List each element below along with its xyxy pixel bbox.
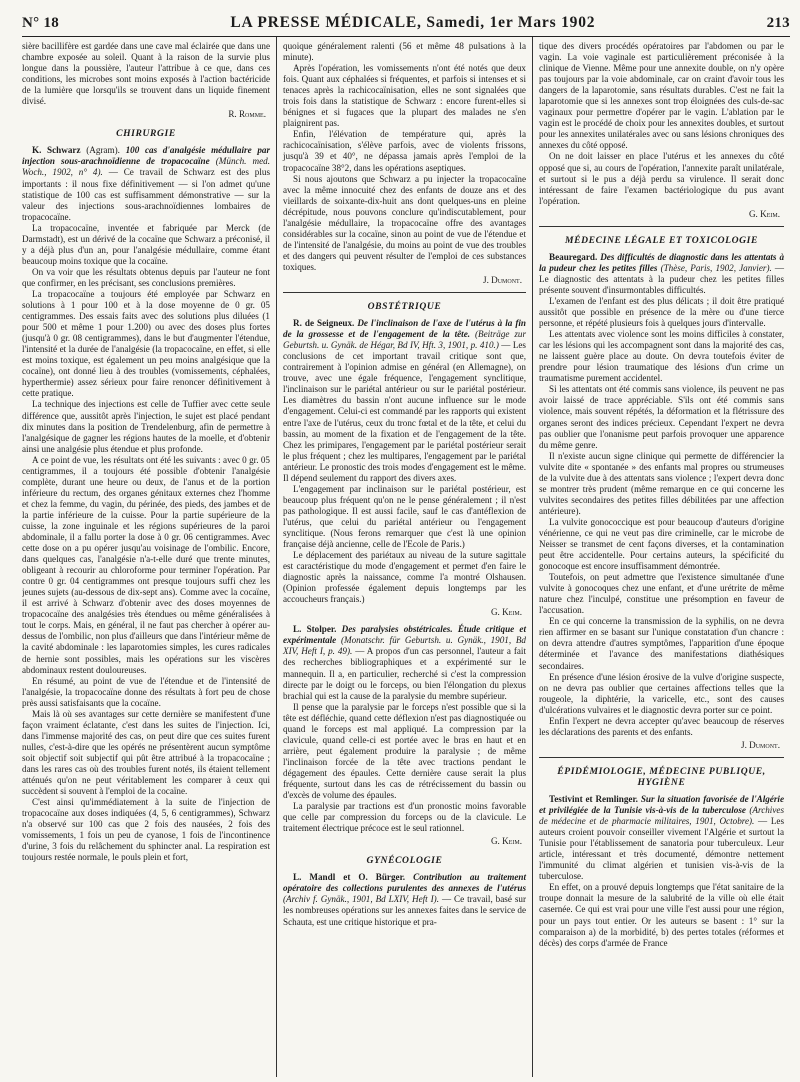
paragraph: tique des divers procédés opératoires par l'abdomen ou par le vagin. La voie vaginale est particulièrement préconisée à la clinique de Vienne. Même pour une annexite double, on n'y opère pas toujours par la voie abdominale, car on craint d'avoir tous les dangers de la laparotomie, sans résultats durables. C'est ne fait la laparotomie que si les annexes sont trop éloignées des culs-de-sac vaginaux pour permettre d'opérer par le vagin. L'ablation par le vagin est le procédé de choix pour les annexites doubles, et surtout pour les annexites unilatérales avec ou sans lésions chroniques des annexes du côté opposé. — [539, 41, 784, 151]
signature: G. Keim. — [748, 208, 780, 219]
section-heading-gynecologie: GYNÉCOLOGIE — [366, 855, 443, 867]
paragraph: Si nous ajoutons que Schwarz a pu injecter la tropacocaïne avec la même innocuité chez des enfants de douze ans et des vieillards de soixante-dix-huit ans dont quelques-uns en pleine décrépitude, nous pouvons conclure qu'indiscutablement, pour l'analgésie médullaire, la tropacocaïne offre des avantages considérables sur la cocaïne, sinon au point de vue de l'étendue et de l'intensité de l'analgésie, du moins au point de vue des troubles et des dangers qui peuvent résulter de l'emploi de ces substances toxiques. — [283, 173, 526, 272]
article-reference: (Münch. med. Woch., 1902, n° 4). — [22, 156, 270, 178]
paragraph: La vulvite gonococcique est pour beaucoup d'auteurs d'origine vénérienne, ce qui ne veut pas dire criminelle, car le microbe de Neisser se transmet de cent façons diverses, et la contamination peut être accidentelle. Pour certains auteurs, la spécificité du gonocoque est encore insuffisamment démontrée. — [539, 516, 784, 572]
paragraph: Il pense que la paralysie par le forceps n'est possible que si la tête est défléchie, quand cette déflexion n'est pas diagnostiquée ou quand le forceps est mal appliqué. La compression par la clavicule, quand celle-ci est portée avec le bras en haut et en arrière, peut également produire la paralysie ; de même l'inclinaison forcée de la tête avec tractions pendant le dégagement des épaules. Cette dernière cause serait la plus fréquente, surtout dans les cas de rétrécissement du bassin ou d'excès de volume des épaules. — [283, 701, 526, 801]
page-number: 213 — [766, 15, 790, 31]
article-author: Testivint et Remlinger. — [549, 794, 638, 804]
signature: J. Dumont. — [741, 739, 780, 750]
signature: G. Keim. — [490, 607, 522, 618]
paragraph: Toutefois, on peut admettre que l'existence simultanée d'une vulvite à gonocoques chez une enfant, et d'une urétrite de même nature chez l'inculpé, constitue une présomption en faveur de l'accusation. — [539, 572, 784, 616]
column-3 — [532, 37, 790, 1077]
paragraph: Les attentats avec violence sont les moins difficiles à constater, car les lésions qui les accompagnent sont dans la majorité des cas, ne laissent guère place au doute. On devra toutefois éviter de prendre pour lésion traumatique des lésions d'un crime un traumatisme purement accidentel. — [539, 329, 784, 384]
article-stolper — [283, 624, 526, 701]
article-reference: (Beiträge zur Geburtsh. u. Gynäk. de Hégar, Bd IV, Hft. 3, 1901, p. 410.) — [283, 329, 527, 351]
paragraph: La tropacocaïne, inventée et fabriquée par Merck (de Darmstadt), est un dérivé de la cocaïne que Schwarz a préconisé, il y a déjà plus d'un an, pour l'analgésie médullaire, comme étant beaucoup moins toxique que la cocaïne. — [22, 222, 270, 266]
issue-number: N° 18 — [22, 15, 60, 31]
paragraph: On va voir que les résultats obtenus depuis par l'auteur ne font que confirmer, en les précisant, ses conclusions premières. — [22, 266, 270, 288]
signature: G. Keim. — [490, 836, 522, 847]
article-seigneux — [283, 318, 526, 484]
paragraph: Si les attentats ont été commis sans violence, ils peuvent ne pas avoir laissé de trace appréciable. S'ils ont été commis sans violence, mais souvent répétés, la déformation et la flétrissure des organes seront des indices précieux. Cependant l'expert ne devra pas oublier que l'onanisme peut parfois provoquer une apparence du même genre. — [539, 384, 784, 450]
paragraph: quoique généralement ralenti (56 et même 48 pulsations à la minute). — [283, 41, 526, 63]
paragraph: La tropacocaïne a toujours été employée par Schwarz en solutions à 1 pour 100 et à la dose moyenne de 0 gr. 05 centigrammes. Des essais faits avec des solutions plus diluées (1 pour 500 et même 1 pour 1.200) ou avec des doses plus fortes (jusqu'à 0 gr. 08 centigrammes), dans le but d'augmenter l'étendue, l'intensité et la durée de l'analgésie (la tropacocaïne, en effet, si elle est moins toxique, est également un peu moins analgésique que la cocaïne), ont donné lieu à des troubles (vomissements, céphalées, hyperthermie) assez sérieux pour faire renoncer définitivement à cette pratique. — [22, 288, 270, 399]
article-text: — Le diagnostic des attentats à la pudeur chez les petites filles présente souvent d'insurmontables difficultés. — [539, 262, 784, 295]
section-divider — [539, 757, 784, 758]
paragraph: En effet, on a prouvé depuis longtemps que l'état sanitaire de la troupe donnait la mesure de la salubrité de la ville où elle était casernée. Ce qui est vrai pour une ville l'est aussi pour une région, pour un pays tout entier. Or les auteurs se basent : 1° sur la comparaison a) de la morbidité, b) des pertes totales (réformes et décès) des corps d'armée de France — [539, 882, 784, 948]
article-text: — A propos d'un cas personnel, l'auteur a fait des recherches bibliographiques et a expérimenté sur le mannequin. Il a, en particulier, recherché si c'est la compression directe par le doigt ou le forceps, ou bien l'élongation du plexus brachial qui est la cause de la paralysie du membre supérieur. — [283, 646, 527, 701]
column-2 — [276, 37, 532, 1077]
section-divider — [283, 292, 526, 293]
article-text: — Les conclusions de cet important travail critique sont que, contrairement à l'opinion admise en général (en Allemagne), on trouve, avec une égale fréquence, l'engagement synclitique, l'inclinaison sur le pariétal antérieur ou sur le pariétal postérieur. Les diamètres du bassin n'ont aucune influence sur le mode d'engagement. Celui-ci est commandé par les rapports qui existent entre l'axe de l'utérus, ceux du tronc fœtal et de la tête, et celui du bassin, au moment de la fixation et de l'engagement de la tête. Chez les primipares, l'engagement par le pariétal postérieur serait le plus fréquent ; chez les multipares, l'engagement par le pariétal antérieur. Le pronostic des trois modes d'engagement est le même. Il dépend seulement du rapport des divers axes. — [283, 340, 526, 483]
paragraph: L'examen de l'enfant est des plus délicats ; il doit être pratiqué aussitôt que possible en présence de la mère ou d'une tierce personne, et répété plusieurs fois à quelques jours d'intervalle. — [539, 295, 784, 329]
article-author: L. Mandl et O. Bürger. — [293, 872, 406, 883]
article-text: — Ce travail, basé sur les nombreuses opérations sur les annexes faites dans le service de Schauta, est une critique historique et pra- — [283, 894, 527, 927]
section-heading-medecine-legale: MÉDECINE LÉGALE ET TOXICOLOGIE — [565, 234, 758, 246]
journal-title: LA PRESSE MÉDICALE, Samedi, 1er Mars 1902 — [230, 14, 596, 31]
paragraph: Enfin, l'élévation de température qui, après la rachicocaïnisation, s'élève parfois, avec de violents frissons, jusqu'à 39 et 40°, ne dépassa jamais après l'emploi de la tropacocaïne 38°2, dans les opérations aseptiques. — [283, 129, 526, 173]
paragraph: Après l'opération, les vomissements n'ont été notés que deux fois. Quant aux céphalées si fréquentes, et parfois si intenses et si tenaces après la rachicocaïnisation, elles ne sont signalées que trois fois dans la statistique de Schwarz : encore furent-elles si bénignes et si fugaces que la plupart des malades ne s'en plaignirent pas. — [283, 63, 526, 129]
article-title: Des difficultés de diagnostic dans les attentats à la pudeur chez les petites filles — [539, 251, 785, 273]
signature: J. Dumont. — [483, 274, 522, 285]
article-title: Sur la situation favorisée de l'Algérie et privilégiée de la Tunisie vis-à-vis de la tuberculose — [539, 794, 784, 816]
signature: R. Romme. — [228, 109, 266, 120]
paragraph: Enfin l'expert ne devra accepter qu'avec beaucoup de réserves les déclarations des parents et des enfants. — [539, 715, 784, 737]
article-author-note: (Agram). — [86, 145, 120, 156]
article-reference: (Archiv f. Gynäk., 1901, Bd LXIV, Heft I). — [283, 894, 439, 905]
article-author: K. Schwarz — [32, 145, 81, 156]
article-title: De l'inclinaison de l'axe de l'utérus à la fin de la grossesse et de l'engagement de la tête. — [283, 318, 527, 340]
section-divider — [539, 226, 784, 227]
paragraph: L'engagement par inclinaison sur le pariétal postérieur, est beaucoup plus fréquent qu'on ne le pense généralement ; il n'est pas pathologique. Il est aussi facile, sauf le cas d'antéflexion de l'utérus, que celui du pariétal antérieur ou l'engagement synclitique. (Nous ferons remarquer que c'est là une opinion française déjà ancienne, celle de l'Ecole de Paris.) — [283, 483, 526, 550]
running-header — [22, 14, 790, 34]
paragraph: En ce qui concerne la transmission de la syphilis, on ne devra rien affirmer en se basant sur l'unique constatation d'un chancre : on devra attendre d'autres symptômes, l'apparition d'une époque déterminée et l'avance des manifestations diathésiques secondaires. — [539, 616, 784, 671]
paragraph: La technique des injections est celle de Tuffier avec cette seule différence que, aussitôt après l'injection, le sujet est placé pendant dix minutes dans la position de Trendelenburg, afin de permettre à l'analgésique de gagner les régions hautes de la moelle, et d'obtenir ainsi une analgésie plus étendue et plus profonde. — [22, 399, 270, 454]
article-title: 100 cas d'analgésie médullaire par injection sous-arachnoïdienne de tropacocaïne — [22, 145, 270, 167]
paragraph: Mais là où ses avantages sur cette dernière se manifestent d'une façon vraiment éclatante, c'est dans les suites de l'injection. Ici, dans l'immense majorité des cas, on peut dire que ces suites furent nulles, c'est-à-dire que les opérés ne présentèrent aucun symptôme soit objectif soit subjectif qui pût être attribué à la tropacocaïne ; dans les rares cas où des troubles furent notés, ils étaient tellement atténués qu'on ne peut véritablement les comparer à ceux qui succèdent si souvent à l'emploi de la cocaïne. — [22, 708, 270, 797]
paragraph: C'est ainsi qu'immédiatement à la suite de l'injection de tropacocaïne aux doses indiquées (4, 5, 6 centigrammes), Schwarz n'a observé sur 100 cas que 2 fois des nausées, 2 fois des vomissements, 1 fois un peu de cyanose, 1 fois de l'incontinence d'urine, 3 fois du relâchement du sphincter anal. La respiration est toujours restée normale, le pouls plein et fort, — [22, 797, 270, 863]
section-heading-epidemiologie: ÉPIDÉMIOLOGIE, MÉDECINE PUBLIQUE, HYGIÈNE — [557, 765, 766, 788]
article-reference: (Thèse, Paris, 1902, Janvier). — [660, 262, 772, 273]
article-title: Contribution au traitement opératoire des collections purulentes des annexes de l'utérus — [283, 872, 527, 894]
article-author: Beauregard. — [549, 251, 598, 262]
columns — [22, 37, 790, 1077]
paragraph: On ne doit laisser en place l'utérus et les annexes du côté opposé que si, au cours de l'opération, l'annexite paraît unilatérale, et surtout si le pus a déjà perdu sa virulence. Il serait donc intéressant de faire l'examen bactériologique du pus avant l'opération. — [539, 151, 784, 206]
paragraph: sière bacillifère est gardée dans une cave mal éclairée que dans une chambre exposée au soleil. Quant à la raison de la survie plus longue dans la poussière, l'auteur l'attribue à ce que, dans ces conditions, les microbes sont moins exposés à l'action bactéricide de la lumière que lorsqu'ils se trouvent dans un liquide finement divisé. — [22, 41, 270, 107]
paragraph: La paralysie par tractions est d'un pronostic moins favorable que celle par compression du forceps ou de la clavicule. Le traitement électrique précoce est le seul rationnel. — [283, 801, 526, 834]
article-mandl-burger — [283, 872, 526, 927]
column-1 — [22, 37, 276, 1077]
article-text: — Les auteurs croient pouvoir conseiller vivement l'Algérie et surtout la Tunisie pour l'établissement de sanatoria pour tuberculeux. Leur article, intéressant et très documenté, démontre nettement l'immunité du climat algérien et tunisien vis-à-vis de la tuberculose. — [539, 816, 785, 882]
paragraph: En présence d'une lésion érosive de la vulve d'origine suspecte, on ne devra pas oublier que certaines affections telles que la rougeole, la diphtérie, la varicelle, etc., sont des causes d'ulcérations vulvaires et le diagnostic devra porter sur ce point. — [539, 671, 784, 715]
paragraph: Le déplacement des pariétaux au niveau de la suture sagittale est caractéristique du mode d'engagement et permet d'en faire le diagnostic après la naissance, comme l'a montré Olshausen. (Opinion professée également depuis longtemps par les accoucheurs français.) — [283, 550, 526, 605]
section-heading-obstetrique: OBSTÉTRIQUE — [367, 301, 442, 313]
article-schwarz — [22, 145, 270, 222]
section-heading-chirurgie: CHIRURGIE — [116, 128, 176, 140]
article-testivint-remlinger — [539, 794, 784, 882]
paragraph: A ce point de vue, les résultats ont été les suivants : avec 0 gr. 05 centigrammes, il a toujours été possible d'obtenir l'analgésie complète, durant une heure ou deux, de l'anus et de la portion inférieure du rectum, des organes génitaux externes chez l'homme et chez la femme, du vagin, du périnée, des pieds, des jambes et de la partie inférieure de la cuisse. Pour la partie supérieure de la cuisse, la zone inguinale et les régions supérieures de la paroi abdominale, il a fallu porter la dose à 0 gr. 06 centigrammes. Avec cette dose on a pu opérer jusqu'au voisinage de l'ombilic. Encore, dans quelques cas, l'analgésie n'a-t-elle duré que trente minutes, obligeant à recourir au chloroforme pour terminer l'opération. Par contre 0 gr. 04 centigrammes ont presque toujours suffi chez les jeunes sujets (au-dessous de dix-sept ans). Comme avec la cocaïne, il est arrivé à Schwarz d'obtenir avec des doses moyennes de tropacocaïne des analgésies très étendues ou même généralisées à tout le corps. Mais, en général, il ne faut pas chercher à opérer au-dessus de l'ombilic, non plus d'ailleurs que dans l'intérieur même de la cavité abdominale : les laparotomies simples, les cures radicales de hernie sont possibles, mais les opérations sur les viscères abdominaux restent douloureuses. — [22, 454, 270, 675]
article-title: Des paralysies obstétricales. Étude critique et expérimentale — [283, 624, 527, 646]
article-text: — Ce travail de Schwarz est des plus importants : il nous fixe définitivement — si l'on admet qu'une statistique de 100 cas est suffisamment démonstrative — sur la valeur des injections sous-arachnoïdiennes lombaires de tropacocaïne. — [22, 167, 271, 222]
article-author: R. de Seigneux. — [293, 318, 355, 329]
article-reference: (Archives de médecine et de pharmacie militaires, 1901, Octobre). — [539, 805, 784, 827]
paragraph: En résumé, au point de vue de l'étendue et de l'intensité de l'analgésie, la tropacocaïne donne des résultats à fort peu de chose près aussi satisfaisants que la cocaïne. — [22, 675, 270, 708]
article-reference: (Monatschr. für Geburtsh. u. Gynäk., 1901, Bd XIV, Heft I, p. 49). — [283, 635, 526, 657]
paragraph: Il n'existe aucun signe clinique qui permette de différencier la vulvite dite « spontanée » des enfants mal propres ou strumeuses de la vulvite due à des attentats sans violence ; l'expert devra donc se montrer très prudent (même remarque en ce qui concerne les vulvites secondaires des petites filles débilitées par une affection antérieure). — [539, 450, 784, 516]
article-beauregard — [539, 252, 784, 296]
article-author: L. Stolper. — [293, 624, 337, 635]
